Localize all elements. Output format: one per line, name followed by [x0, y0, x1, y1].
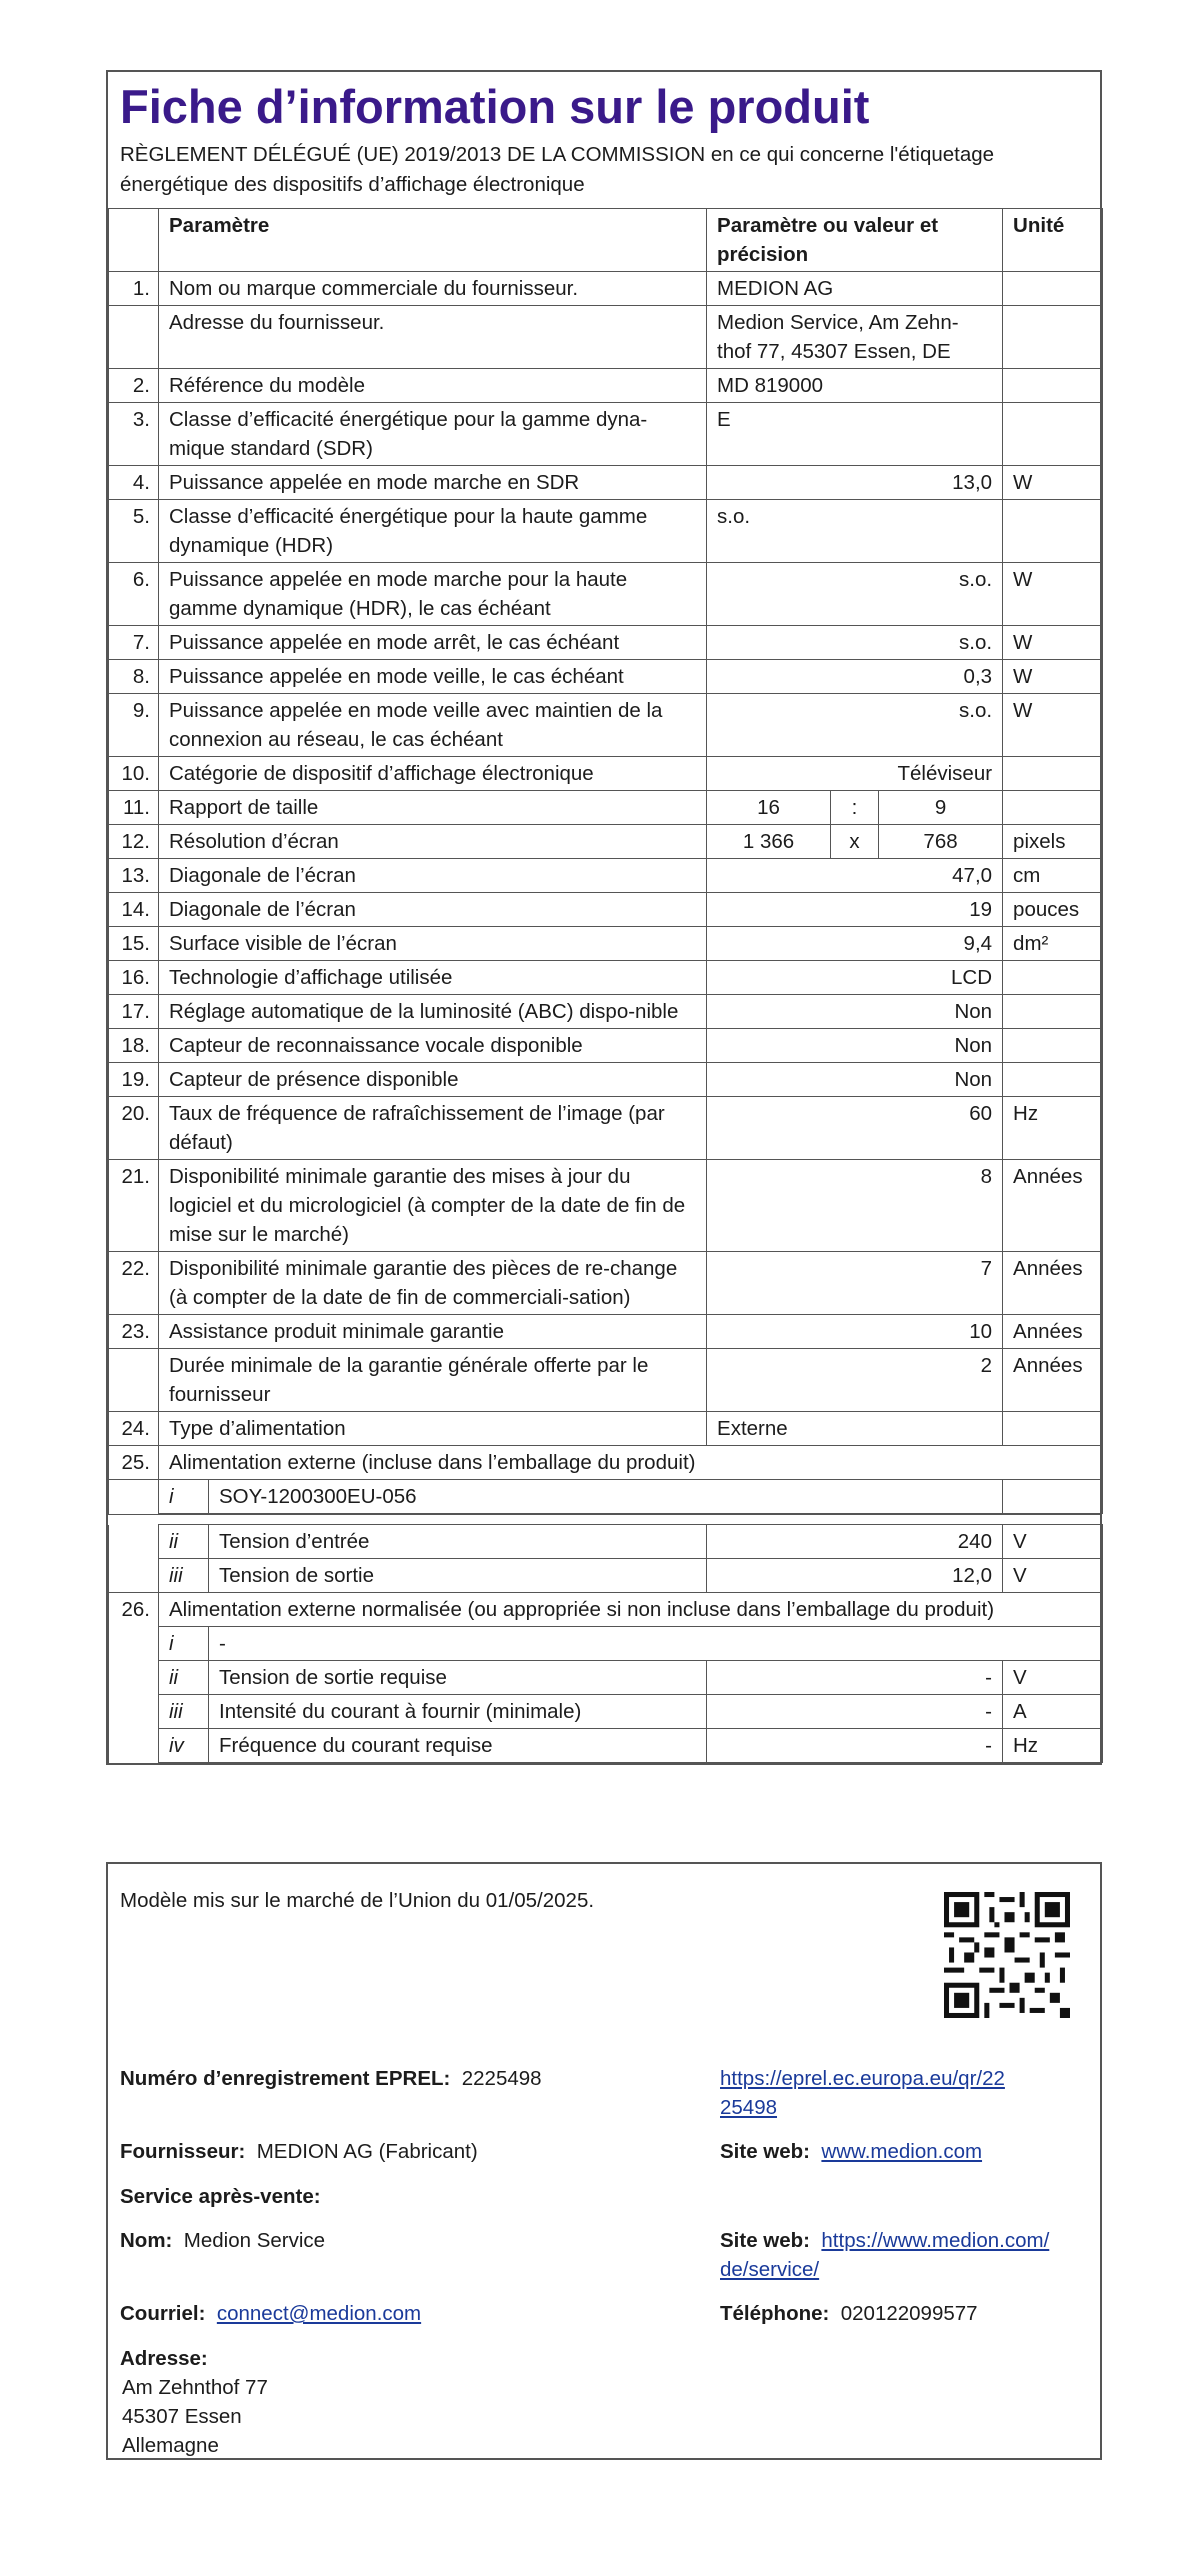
sub-unit [1003, 1480, 1103, 1514]
table-row [109, 272, 1103, 306]
row-number: 12. [109, 825, 159, 859]
sub-value: 12,0 [707, 1559, 1003, 1593]
row-value: Non [707, 995, 1003, 1029]
row-unit [1003, 403, 1103, 466]
market-date-text: Modèle mis sur le marché de l’Union du 01/05/2025. [120, 1889, 595, 1912]
header-num-cell [109, 209, 159, 272]
row-label: Puissance appelée en mode marche en SDR [159, 466, 707, 500]
row-label: Type d’alimentation [159, 1412, 707, 1446]
row-value: s.o. [707, 626, 1003, 660]
eprel-value: 2225498 [461, 2067, 542, 2090]
sub-index: ii [159, 1661, 209, 1695]
qr-code-icon[interactable] [944, 1892, 1070, 2018]
row-number-empty [109, 1559, 159, 1593]
row-number: 14. [109, 893, 159, 927]
sub-label: Tension d’entrée [209, 1525, 707, 1559]
address-line-2: 45307 Essen [122, 2405, 242, 2428]
sub-value: - [707, 1729, 1003, 1763]
table-row [109, 1063, 1103, 1097]
row-value: s.o. [707, 500, 1003, 563]
service-name-line [120, 2226, 325, 2255]
value-part-right: 768 [879, 825, 1003, 859]
supplier-line [120, 2137, 478, 2166]
row-unit [1003, 1412, 1103, 1446]
page-title: Fiche d’information sur le produit [120, 80, 870, 133]
row-25-sub-iii [109, 1559, 1103, 1593]
row-number: 6. [109, 563, 159, 626]
row-number-empty [109, 1729, 159, 1763]
table-row [109, 791, 1103, 825]
sub-label: Tension de sortie [209, 1559, 707, 1593]
table-row [109, 660, 1103, 694]
row-value: 10 [707, 1315, 1003, 1349]
row-value: 9,4 [707, 927, 1003, 961]
table-row [109, 466, 1103, 500]
table-header-row [109, 209, 1103, 272]
row-number: 16. [109, 961, 159, 995]
phone-label: Téléphone: [720, 2302, 830, 2325]
sub-label: Tension de sortie requise [209, 1661, 707, 1695]
row-number-empty [109, 1661, 159, 1695]
row-label: Référence du modèle [159, 369, 707, 403]
eprel-link[interactable] [720, 2067, 1005, 2119]
row-value: s.o. [707, 694, 1003, 757]
row-unit [1003, 961, 1103, 995]
row-unit: dm² [1003, 927, 1103, 961]
value-separator: : [831, 791, 879, 825]
row-number [109, 1349, 159, 1412]
sub-label: - [209, 1627, 1103, 1661]
row-26-sub-i [109, 1627, 1103, 1661]
row-value: 60 [707, 1097, 1003, 1160]
row-number-empty [109, 1525, 159, 1559]
row-label: Diagonale de l’écran [159, 859, 707, 893]
row-label: Capteur de reconnaissance vocale disponible [159, 1029, 707, 1063]
table-row [109, 961, 1103, 995]
row-value: 13,0 [707, 466, 1003, 500]
row-number: 2. [109, 369, 159, 403]
row-number: 20. [109, 1097, 159, 1160]
eprel-number [120, 2064, 542, 2093]
row-number-empty [109, 1627, 159, 1661]
row-label: Puissance appelée en mode arrêt, le cas échéant [159, 626, 707, 660]
row-number: 13. [109, 859, 159, 893]
row-value: 0,3 [707, 660, 1003, 694]
row-value: 2 [707, 1349, 1003, 1412]
row-number: 21. [109, 1160, 159, 1252]
address-label: Adresse: [120, 2347, 208, 2370]
row-unit [1003, 757, 1103, 791]
row-number: 1. [109, 272, 159, 306]
table-row [109, 1315, 1103, 1349]
row-number: 9. [109, 694, 159, 757]
table-row [109, 757, 1103, 791]
email-link[interactable]: connect@medion.com [216, 2302, 422, 2325]
row-26-sub-iii [109, 1695, 1103, 1729]
sub-index: iii [159, 1695, 209, 1729]
row-unit: Années [1003, 1160, 1103, 1252]
sub-index: i [159, 1627, 209, 1661]
eprel-link-line-1: https://eprel.ec.europa.eu/qr/22 [720, 2067, 1005, 2090]
row-number: 19. [109, 1063, 159, 1097]
row-unit: W [1003, 694, 1103, 757]
row-label: Réglage automatique de la luminosité (ABC) dispo-nible [159, 995, 707, 1029]
row-number: 4. [109, 466, 159, 500]
row-label: Surface visible de l’écran [159, 927, 707, 961]
eprel-label: Numéro d’enregistrement EPREL: [120, 2067, 451, 2090]
row-label: Classe d’efficacité énergétique pour la haute gamme dynamique (HDR) [159, 500, 707, 563]
row-unit [1003, 1029, 1103, 1063]
supplier-label: Fournisseur: [120, 2140, 246, 2163]
row-number: 5. [109, 500, 159, 563]
row-unit: pixels [1003, 825, 1103, 859]
row-label: Rapport de taille [159, 791, 707, 825]
row-unit [1003, 1063, 1103, 1097]
row-number: 23. [109, 1315, 159, 1349]
header-valeur: Paramètre ou valeur et précision [707, 209, 1003, 272]
service-site-label: Site web: [720, 2229, 810, 2252]
service-link-line-2: de/service/ [720, 2258, 820, 2281]
name-label: Nom: [120, 2229, 173, 2252]
sub-unit: V [1003, 1559, 1103, 1593]
sub-value: - [707, 1661, 1003, 1695]
row-unit [1003, 500, 1103, 563]
row-unit [1003, 272, 1103, 306]
phone-value: 020122099577 [840, 2302, 978, 2325]
row-label: Alimentation externe normalisée (ou appropriée si non incluse dans l’emballage du produit) [159, 1593, 1103, 1627]
row-label: Puissance appelée en mode veille avec maintien de la connexion au réseau, le cas échéant [159, 694, 707, 757]
row-unit: cm [1003, 859, 1103, 893]
row-label: Capteur de présence disponible [159, 1063, 707, 1097]
row-value: Téléviseur [707, 757, 1003, 791]
product-info-sheet [106, 70, 1102, 1765]
email-line [120, 2299, 421, 2328]
row-value: 7 [707, 1252, 1003, 1315]
table-row [109, 1097, 1103, 1160]
row-value: 19 [707, 893, 1003, 927]
eprel-link-line-2: 25498 [720, 2096, 778, 2119]
row-value: Externe [707, 1412, 1003, 1446]
row-26-sub-iv [109, 1729, 1103, 1763]
website-line [720, 2137, 982, 2166]
row-unit: Années [1003, 1315, 1103, 1349]
row-label: Disponibilité minimale garantie des pièces de re-change (à compter de la date de fin de commerciali-sation) [159, 1252, 707, 1315]
sub-unit: A [1003, 1695, 1103, 1729]
row-unit: W [1003, 626, 1103, 660]
row-25 [109, 1446, 1103, 1480]
row-label: Disponibilité minimale garantie des mises à jour du logiciel et du micrologiciel (à compter de la date de fin de mise sur le marché) [159, 1160, 707, 1252]
table-row [109, 694, 1103, 757]
sub-index: i [159, 1480, 209, 1514]
row-26 [109, 1593, 1103, 1627]
row-unit [1003, 369, 1103, 403]
sub-value: 240 [707, 1525, 1003, 1559]
table-row [109, 563, 1103, 626]
table-row [109, 893, 1103, 927]
header-parametre: Paramètre [159, 209, 707, 272]
table-row [109, 1252, 1103, 1315]
row-number-empty [109, 1695, 159, 1729]
name-value: Medion Service [183, 2229, 326, 2252]
row-number: 8. [109, 660, 159, 694]
row-unit: Hz [1003, 1097, 1103, 1160]
header-unite: Unité [1003, 209, 1103, 272]
website-link[interactable]: www.medion.com [821, 2140, 983, 2163]
table-row [109, 403, 1103, 466]
row-unit: W [1003, 466, 1103, 500]
row-25-sub-i [109, 1480, 1103, 1514]
table-row [109, 1412, 1103, 1446]
value-separator: x [831, 825, 879, 859]
row-number: 15. [109, 927, 159, 961]
value-part-left: 1 366 [707, 825, 831, 859]
service-website-line [720, 2226, 1049, 2284]
row-26-sub-ii [109, 1661, 1103, 1695]
sub-label: Fréquence du courant requise [209, 1729, 707, 1763]
row-number: 25. [109, 1446, 159, 1480]
table-row [109, 306, 1103, 369]
sub-label: Intensité du courant à fournir (minimale) [209, 1695, 707, 1729]
row-number: 18. [109, 1029, 159, 1063]
row-label: Taux de fréquence de rafraîchissement de l’image (par défaut) [159, 1097, 707, 1160]
row-value: s.o. [707, 563, 1003, 626]
sub-index: ii [159, 1525, 209, 1559]
row-value: MEDION AG [707, 272, 1003, 306]
row-value: Non [707, 1063, 1003, 1097]
eprel-link-block [720, 2064, 1005, 2122]
table-row [109, 1029, 1103, 1063]
row-number: 17. [109, 995, 159, 1029]
address-line-1: Am Zehnthof 77 [122, 2376, 268, 2399]
row-value: 47,0 [707, 859, 1003, 893]
regulation-subtitle: RÈGLEMENT DÉLÉGUÉ (UE) 2019/2013 DE LA COMMISSION en ce qui concerne l'étiquetage énergétique des dispositifs d’affichage électronique [120, 143, 995, 196]
row-unit [1003, 995, 1103, 1029]
value-part-left: 16 [707, 791, 831, 825]
row-value: 8 [707, 1160, 1003, 1252]
row-value: LCD [707, 961, 1003, 995]
row-unit: pouces [1003, 893, 1103, 927]
row-number: 22. [109, 1252, 159, 1315]
table-row [109, 995, 1103, 1029]
sub-index: iv [159, 1729, 209, 1763]
row-label: Alimentation externe (incluse dans l’emballage du produit) [159, 1446, 1103, 1480]
sub-unit: Hz [1003, 1729, 1103, 1763]
sub-value: - [707, 1695, 1003, 1729]
table-row [109, 1160, 1103, 1252]
row-number: 3. [109, 403, 159, 466]
website-label: Site web: [720, 2140, 810, 2163]
sub-unit: V [1003, 1661, 1103, 1695]
row-label: Puissance appelée en mode veille, le cas échéant [159, 660, 707, 694]
table-row [109, 825, 1103, 859]
row-number: 26. [109, 1593, 159, 1627]
address-line-3: Allemagne [122, 2434, 219, 2457]
row-label: Catégorie de dispositif d’affichage électronique [159, 757, 707, 791]
row-value: MD 819000 [707, 369, 1003, 403]
email-label: Courriel: [120, 2302, 206, 2325]
sub-label: SOY-1200300EU-056 [209, 1480, 1003, 1514]
row-value: E [707, 403, 1003, 466]
row-number: 7. [109, 626, 159, 660]
row-number: 10. [109, 757, 159, 791]
sub-unit: V [1003, 1525, 1103, 1559]
table-row [109, 927, 1103, 961]
row-unit: Années [1003, 1252, 1103, 1315]
row-unit: Années [1003, 1349, 1103, 1412]
sub-index: iii [159, 1559, 209, 1593]
row-label: Assistance produit minimale garantie [159, 1315, 707, 1349]
table-row [109, 626, 1103, 660]
table-row [109, 859, 1103, 893]
row-25-sub-ii [109, 1525, 1103, 1559]
row-label: Puissance appelée en mode marche pour la haute gamme dynamique (HDR), le cas échéant [159, 563, 707, 626]
row-value: Medion Service, Am Zehn-thof 77, 45307 Essen, DE [707, 306, 1003, 369]
row-label: Classe d’efficacité énergétique pour la gamme dyna-mique standard (SDR) [159, 403, 707, 466]
row-label: Diagonale de l’écran [159, 893, 707, 927]
table-row [109, 369, 1103, 403]
supplier-value: MEDION AG (Fabricant) [256, 2140, 478, 2163]
row-label: Technologie d’affichage utilisée [159, 961, 707, 995]
parameters-table-continued [108, 1524, 1103, 1763]
value-part-right: 9 [879, 791, 1003, 825]
row-label: Résolution d’écran [159, 825, 707, 859]
row-unit [1003, 306, 1103, 369]
row-value: Non [707, 1029, 1003, 1063]
row-number: 11. [109, 791, 159, 825]
row-number: 24. [109, 1412, 159, 1446]
row-label: Nom ou marque commerciale du fournisseur. [159, 272, 707, 306]
row-number-empty [109, 1480, 159, 1514]
row-number [109, 306, 159, 369]
row-label: Durée minimale de la garantie générale offerte par le fournisseur [159, 1349, 707, 1412]
row-unit: W [1003, 563, 1103, 626]
service-link-line-1: https://www.medion.com/ [821, 2229, 1050, 2252]
table-row [109, 1349, 1103, 1412]
row-label: Adresse du fournisseur. [159, 306, 707, 369]
row-unit [1003, 791, 1103, 825]
service-heading: Service après-vente: [120, 2185, 321, 2208]
table-row [109, 500, 1103, 563]
row-unit: W [1003, 660, 1103, 694]
supplier-info-box [106, 1862, 1102, 2460]
parameters-table [108, 208, 1103, 1514]
phone-line [720, 2299, 978, 2328]
